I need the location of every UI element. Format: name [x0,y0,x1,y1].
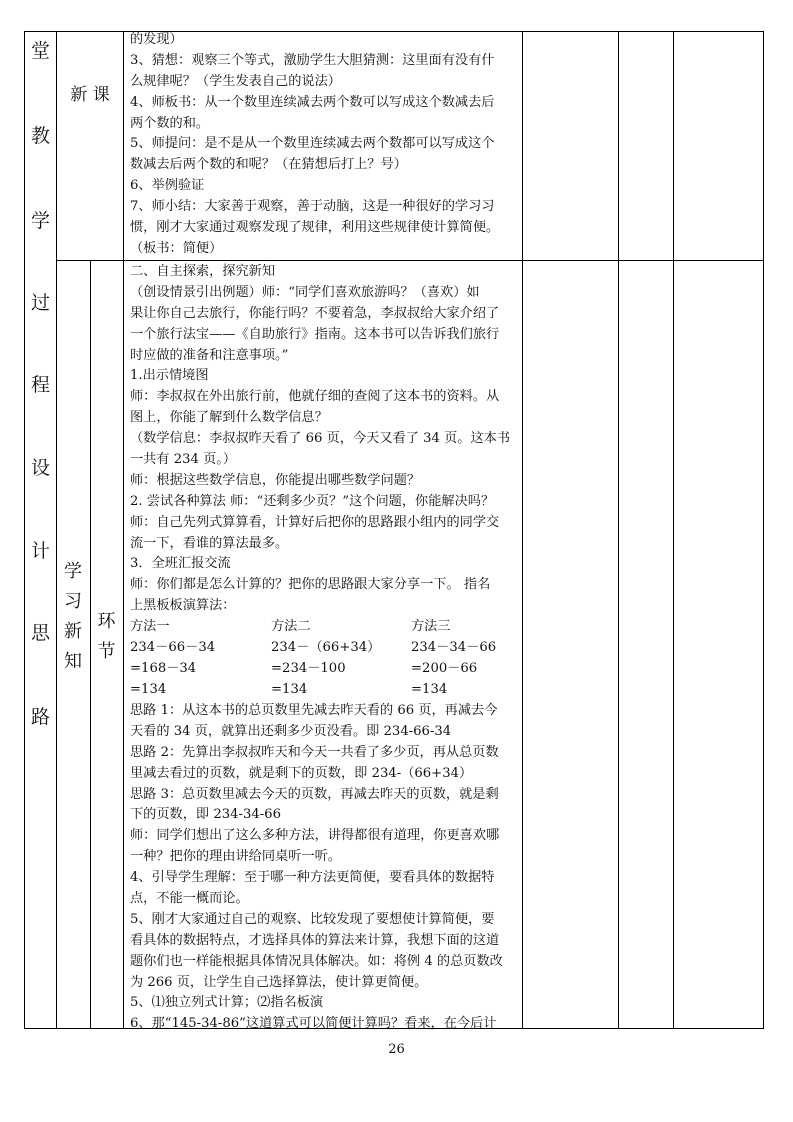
text-line: 师：根据这些数学信息，你能提出哪些数学问题？ [130,472,421,488]
text-line: （数学信息：李叔叔昨天看了 66 页，今天又看了 34 页。这本书 [130,431,511,447]
text-line: 一共有 234 页。） [130,452,237,468]
text-line: 7、师小结：大家善于观察，善于动脑，这是一种很好的学习习 [130,199,495,215]
page-number: 26 [388,1042,405,1057]
text-line: 的发现） [130,32,183,47]
col-divider-6 [673,32,674,1028]
lesson-plan-table [24,31,764,1032]
text-line: 2. 尝试各种算法 师：“还剩多少页？”这个问题，你能解决吗？ [130,493,495,509]
method-row [130,638,522,659]
text-line: 4、师板书：从一个数里连续减去两个数可以写成这个数减去后 [130,94,495,110]
label-char: 学 [64,561,82,582]
left-column-char: 堂 [30,40,50,62]
text-line: 题你们也一样能根据具体情况具体解决。如：将例 4 的总页数改 [130,953,503,969]
method-cell: =134 [411,681,448,697]
text-line: 4、引导学生理解：至于哪一种方法更简便，要看具体的数据特 [130,870,495,886]
text-line: 里减去看过的页数，就是剩下的页数，即 234-（66+34） [130,765,473,781]
method-row [130,617,522,638]
section-two-content-bottom [130,701,522,1035]
text-line: 一个旅行法宝——《自助旅行》指南。这本书可以告诉我们旅行 [130,326,500,342]
method-cell: =234－100 [271,660,346,676]
left-column-char: 过 [30,292,50,314]
method-cell: 方法三 [411,619,451,634]
text-line: 果让你自己去旅行，你能行吗？不要着急，李叔叔给大家介绍了 [130,305,500,321]
text-line: 5、⑴独立列式计算；⑵指名板演 [130,995,324,1011]
text-line: 师：你们都是怎么计算的？把你的思路跟大家分享一下。 指名 [130,577,491,593]
method-row [130,659,522,680]
left-column-char: 学 [30,210,50,232]
text-line: 为 266 页，让学生自己选择算法，使计算更简便。 [130,974,428,990]
calculation-methods [130,617,522,701]
text-line: 上黑板板演算法： [130,598,236,614]
text-line: 5、刚才大家通过自己的观察、比较发现了要想使计算简便，要 [130,911,495,927]
text-line: 流一下，看谁的算法最多。 [130,535,289,551]
left-column-char: 教 [30,125,50,147]
text-line: （创设情景引出例题）师：“同学们喜欢旅游吗？（喜欢）如 [130,284,480,300]
text-line: 6、举例验证 [130,178,205,194]
text-line: 思路 3：总页数里减去今天的页数，再减去昨天的页数，就是剩 [130,786,499,802]
col-divider-1 [56,32,57,1028]
text-line: （板书：简便） [130,240,223,256]
text-line: 3．全班汇报交流 [130,556,231,572]
col-divider-3 [123,32,124,1028]
text-line: 惯，刚才大家通过观察发现了规律，利用这些规律使计算简便。 [130,220,500,236]
left-column-char: 程 [30,374,50,396]
label-char: 新 [64,621,82,642]
method-cell: =200－66 [411,660,478,676]
text-line: 思路 1：从这本书的总页数里先减去昨天看的 66 页，再减去今 [130,703,498,718]
method-cell: 234－（66+34） [271,639,381,655]
method-cell: =168－34 [130,660,197,676]
text-line: 6、那“145-34-86”这道算式可以简便计算吗？看来，在今后计 [130,1016,497,1032]
text-line: 数减去后两个数的和呢？（在猜想后打上？号） [130,157,407,173]
left-column-char: 思 [30,622,50,644]
method-cell: 234－34－66 [411,639,497,655]
method-cell: =134 [271,681,308,697]
method-cell: 方法一 [130,619,170,634]
left-column-char: 计 [30,540,50,562]
left-column-char: 路 [30,706,50,728]
method-cell: 234－66－34 [130,639,216,655]
text-line: 5、师提问：是不是从一个数里连续减去两个数都可以写成这个 [130,136,495,152]
label-char: 环 [97,611,116,632]
text-line: 师：自己先列式算算看，计算好后把你的思路跟小组内的同学交 [130,514,500,530]
label-char: 习 [64,591,82,612]
text-line: 师：同学们想出了这么多种方法，讲得都很有道理，你更喜欢哪 [130,828,500,844]
text-line: 思路 2：先算出李叔叔昨天和今天一共看了多少页，再从总页数 [130,744,499,760]
method-cell: =134 [130,681,167,697]
label-char: 知 [64,651,82,672]
text-line: 么规律呢？（学生发表自己的说法） [130,73,341,89]
section-divider [56,260,763,261]
section-two-label-stage [90,607,123,667]
method-row [130,680,522,701]
text-line: 看具体的数据特点，才选择具体的算法来计算，我想下面的这道 [130,932,500,948]
text-line: 一种？把你的理由讲给同桌听一听。 [130,849,341,865]
section-one-label [60,40,120,145]
section-one-label-text: 新 课 [70,85,110,105]
section-two-content-top [130,262,522,617]
text-line: 3、猜想：观察三个等式，激励学生大胆猜测：这里面有没有什 [130,52,495,68]
text-line: 天看的 34 页，就算出还剩多少页没看。即 234-66-34 [130,723,452,739]
text-line: 图上，你能了解到什么数学信息？ [130,410,328,426]
text-line: 点，不能一概而论。 [130,891,249,907]
method-cell: 方法二 [271,619,311,634]
text-line: 师：李叔叔在外出旅行前，他就仔细的查阅了这本书的资料。从 [130,389,500,405]
left-column-char: 设 [30,457,50,479]
text-line: 两个数的和。 [130,115,210,131]
text-line: 1.出示情境图 [130,368,209,384]
label-char: 节 [97,641,116,662]
text-line: 二、自主探索，探究新知 [130,264,276,279]
col-divider-5 [618,32,619,1028]
text-line: 时应做的准备和注意事项。” [130,347,289,363]
col-divider-4 [522,32,523,1028]
text-line: 下的页数，即 234-34-66 [130,807,281,823]
section-two-label-study [56,557,90,677]
section-one-content [130,30,522,260]
